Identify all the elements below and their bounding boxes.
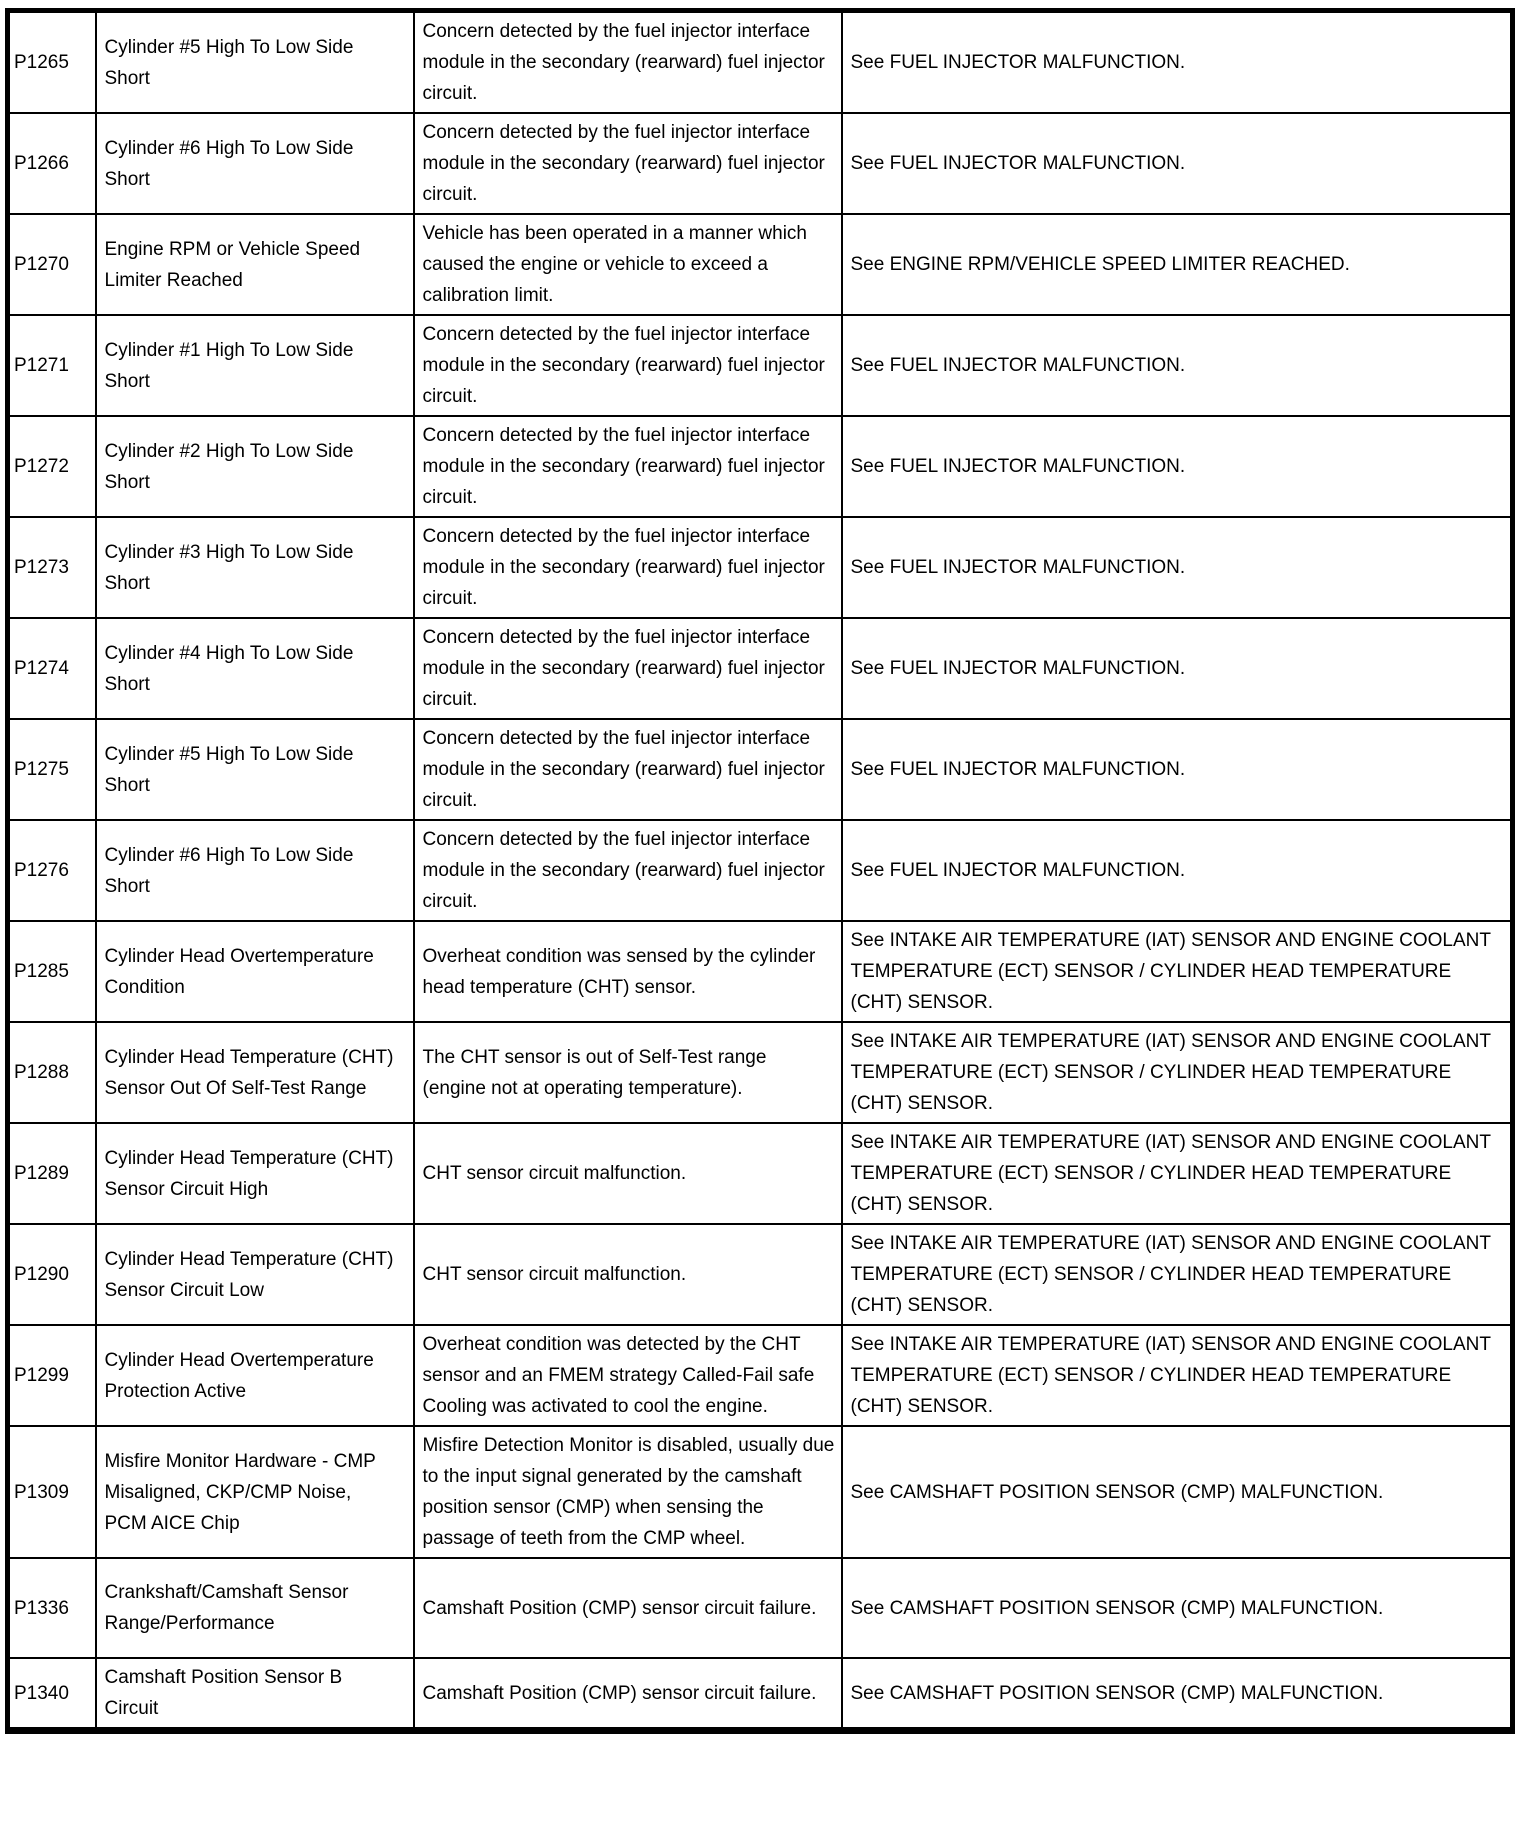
dtc-action-cell: See INTAKE AIR TEMPERATURE (IAT) SENSOR AND ENGINE COOLANT TEMPERATURE (ECT) SENSOR / CYLINDER HEAD TEMPERATURE (CHT) SENSOR. xyxy=(842,1123,1513,1224)
table-row xyxy=(8,1123,1513,1224)
dtc-action-cell: See INTAKE AIR TEMPERATURE (IAT) SENSOR AND ENGINE COOLANT TEMPERATURE (ECT) SENSOR / CYLINDER HEAD TEMPERATURE (CHT) SENSOR. xyxy=(842,1224,1513,1325)
dtc-code-cell: P1336 xyxy=(8,1558,96,1658)
table-row xyxy=(8,618,1513,719)
table-row xyxy=(8,1022,1513,1123)
dtc-code-cell: P1273 xyxy=(8,517,96,618)
dtc-description-cell: Cylinder Head Overtemperature Condition xyxy=(96,921,414,1022)
dtc-action-cell: See FUEL INJECTOR MALFUNCTION. xyxy=(842,719,1513,820)
dtc-explanation-cell: Concern detected by the fuel injector interface module in the secondary (rearward) fuel injector circuit. xyxy=(414,113,842,214)
dtc-explanation-cell: Concern detected by the fuel injector interface module in the secondary (rearward) fuel injector circuit. xyxy=(414,517,842,618)
dtc-code-cell: P1289 xyxy=(8,1123,96,1224)
dtc-explanation-cell: Concern detected by the fuel injector interface module in the secondary (rearward) fuel injector circuit. xyxy=(414,820,842,921)
dtc-explanation-cell: Misfire Detection Monitor is disabled, usually due to the input signal generated by the camshaft position sensor (CMP) when sensing the passage of teeth from the CMP wheel. xyxy=(414,1426,842,1558)
dtc-code-cell: P1274 xyxy=(8,618,96,719)
dtc-action-cell: See CAMSHAFT POSITION SENSOR (CMP) MALFUNCTION. xyxy=(842,1558,1513,1658)
dtc-table xyxy=(5,8,1515,1734)
dtc-description-cell: Cylinder #5 High To Low Side Short xyxy=(96,11,414,114)
table-row xyxy=(8,1558,1513,1658)
table-row xyxy=(8,1325,1513,1426)
table-row xyxy=(8,517,1513,618)
dtc-explanation-cell: CHT sensor circuit malfunction. xyxy=(414,1123,842,1224)
dtc-code-cell: P1275 xyxy=(8,719,96,820)
dtc-table-body xyxy=(8,11,1513,1731)
dtc-explanation-cell: Vehicle has been operated in a manner which caused the engine or vehicle to exceed a calibration limit. xyxy=(414,214,842,315)
dtc-code-cell: P1265 xyxy=(8,11,96,114)
dtc-description-cell: Cylinder #3 High To Low Side Short xyxy=(96,517,414,618)
dtc-explanation-cell: CHT sensor circuit malfunction. xyxy=(414,1224,842,1325)
table-row xyxy=(8,820,1513,921)
dtc-action-cell: See FUEL INJECTOR MALFUNCTION. xyxy=(842,113,1513,214)
dtc-action-cell: See ENGINE RPM/VEHICLE SPEED LIMITER REACHED. xyxy=(842,214,1513,315)
table-row xyxy=(8,1658,1513,1731)
dtc-description-cell: Crankshaft/Camshaft Sensor Range/Performance xyxy=(96,1558,414,1658)
dtc-explanation-cell: Concern detected by the fuel injector interface module in the secondary (rearward) fuel injector circuit. xyxy=(414,416,842,517)
dtc-action-cell: See CAMSHAFT POSITION SENSOR (CMP) MALFUNCTION. xyxy=(842,1426,1513,1558)
dtc-explanation-cell: Camshaft Position (CMP) sensor circuit failure. xyxy=(414,1658,842,1731)
dtc-explanation-cell: Concern detected by the fuel injector interface module in the secondary (rearward) fuel injector circuit. xyxy=(414,315,842,416)
dtc-action-cell: See FUEL INJECTOR MALFUNCTION. xyxy=(842,11,1513,114)
dtc-action-cell: See FUEL INJECTOR MALFUNCTION. xyxy=(842,315,1513,416)
dtc-code-cell: P1288 xyxy=(8,1022,96,1123)
dtc-description-cell: Cylinder Head Temperature (CHT) Sensor Out Of Self-Test Range xyxy=(96,1022,414,1123)
dtc-action-cell: See INTAKE AIR TEMPERATURE (IAT) SENSOR AND ENGINE COOLANT TEMPERATURE (ECT) SENSOR / CYLINDER HEAD TEMPERATURE (CHT) SENSOR. xyxy=(842,921,1513,1022)
dtc-action-cell: See FUEL INJECTOR MALFUNCTION. xyxy=(842,416,1513,517)
dtc-description-cell: Cylinder #4 High To Low Side Short xyxy=(96,618,414,719)
dtc-code-cell: P1272 xyxy=(8,416,96,517)
dtc-description-cell: Cylinder #2 High To Low Side Short xyxy=(96,416,414,517)
dtc-explanation-cell: Camshaft Position (CMP) sensor circuit failure. xyxy=(414,1558,842,1658)
dtc-explanation-cell: Overheat condition was sensed by the cylinder head temperature (CHT) sensor. xyxy=(414,921,842,1022)
dtc-description-cell: Cylinder Head Overtemperature Protection Active xyxy=(96,1325,414,1426)
table-row xyxy=(8,214,1513,315)
dtc-action-cell: See INTAKE AIR TEMPERATURE (IAT) SENSOR AND ENGINE COOLANT TEMPERATURE (ECT) SENSOR / CYLINDER HEAD TEMPERATURE (CHT) SENSOR. xyxy=(842,1022,1513,1123)
dtc-explanation-cell: Concern detected by the fuel injector interface module in the secondary (rearward) fuel injector circuit. xyxy=(414,618,842,719)
dtc-action-cell: See FUEL INJECTOR MALFUNCTION. xyxy=(842,820,1513,921)
dtc-action-cell: See CAMSHAFT POSITION SENSOR (CMP) MALFUNCTION. xyxy=(842,1658,1513,1731)
dtc-code-cell: P1309 xyxy=(8,1426,96,1558)
table-row xyxy=(8,416,1513,517)
dtc-code-cell: P1290 xyxy=(8,1224,96,1325)
dtc-code-cell: P1299 xyxy=(8,1325,96,1426)
table-row xyxy=(8,719,1513,820)
dtc-description-cell: Misfire Monitor Hardware - CMP Misaligned, CKP/CMP Noise, PCM AICE Chip xyxy=(96,1426,414,1558)
table-row xyxy=(8,315,1513,416)
dtc-code-cell: P1266 xyxy=(8,113,96,214)
dtc-description-cell: Cylinder #5 High To Low Side Short xyxy=(96,719,414,820)
dtc-description-cell: Cylinder Head Temperature (CHT) Sensor Circuit High xyxy=(96,1123,414,1224)
dtc-explanation-cell: Overheat condition was detected by the CHT sensor and an FMEM strategy Called-Fail safe Cooling was activated to cool the engine. xyxy=(414,1325,842,1426)
dtc-description-cell: Cylinder #6 High To Low Side Short xyxy=(96,113,414,214)
dtc-description-cell: Cylinder #1 High To Low Side Short xyxy=(96,315,414,416)
dtc-code-cell: P1270 xyxy=(8,214,96,315)
dtc-action-cell: See FUEL INJECTOR MALFUNCTION. xyxy=(842,517,1513,618)
table-row xyxy=(8,113,1513,214)
dtc-description-cell: Camshaft Position Sensor B Circuit xyxy=(96,1658,414,1731)
dtc-action-cell: See INTAKE AIR TEMPERATURE (IAT) SENSOR AND ENGINE COOLANT TEMPERATURE (ECT) SENSOR / CYLINDER HEAD TEMPERATURE (CHT) SENSOR. xyxy=(842,1325,1513,1426)
table-row xyxy=(8,1426,1513,1558)
dtc-explanation-cell: Concern detected by the fuel injector interface module in the secondary (rearward) fuel injector circuit. xyxy=(414,719,842,820)
dtc-description-cell: Engine RPM or Vehicle Speed Limiter Reached xyxy=(96,214,414,315)
table-row xyxy=(8,921,1513,1022)
dtc-explanation-cell: The CHT sensor is out of Self-Test range (engine not at operating temperature). xyxy=(414,1022,842,1123)
dtc-code-cell: P1276 xyxy=(8,820,96,921)
table-row xyxy=(8,11,1513,114)
dtc-description-cell: Cylinder Head Temperature (CHT) Sensor Circuit Low xyxy=(96,1224,414,1325)
dtc-action-cell: See FUEL INJECTOR MALFUNCTION. xyxy=(842,618,1513,719)
dtc-description-cell: Cylinder #6 High To Low Side Short xyxy=(96,820,414,921)
dtc-code-cell: P1271 xyxy=(8,315,96,416)
dtc-code-cell: P1340 xyxy=(8,1658,96,1731)
dtc-code-cell: P1285 xyxy=(8,921,96,1022)
table-row xyxy=(8,1224,1513,1325)
dtc-explanation-cell: Concern detected by the fuel injector interface module in the secondary (rearward) fuel injector circuit. xyxy=(414,11,842,114)
